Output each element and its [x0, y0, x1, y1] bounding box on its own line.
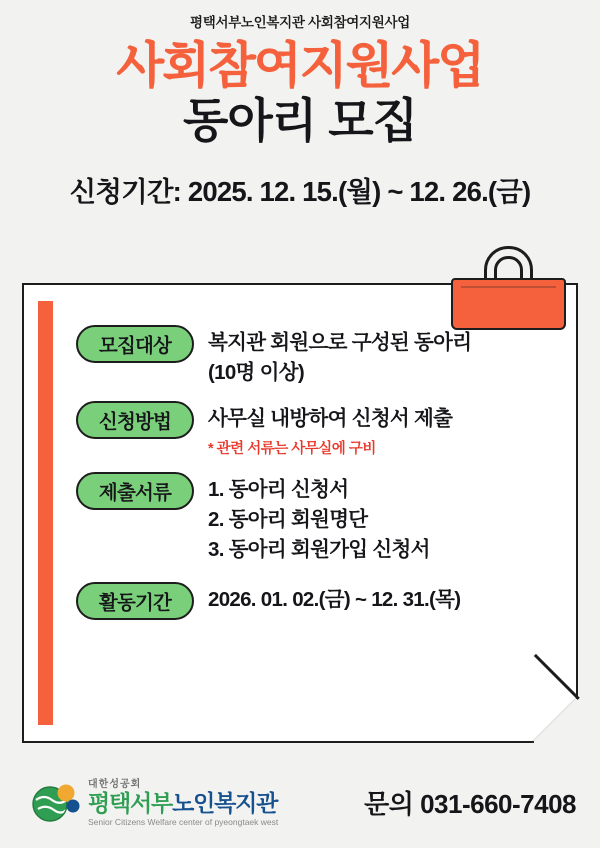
page-title: 사회참여지원사업	[116, 39, 484, 93]
folded-corner-line	[534, 653, 580, 699]
row-content	[208, 582, 556, 615]
logo-main-green: 평택서부	[88, 789, 173, 816]
welfare-center-logo-icon	[30, 780, 82, 826]
row-line: 2026. 01. 02.(금) ~ 12. 31.(목)	[208, 588, 461, 612]
row-line: 복지관 회원으로 구성된 동아리	[208, 331, 472, 354]
row-line: 2. 동아리 회원명단	[208, 507, 368, 531]
logo-small-text: 대한성공회	[88, 778, 142, 790]
logo-main-text	[88, 789, 278, 816]
application-period: 신청기간: 2025. 12. 15.(월) ~ 12. 26.(금)	[69, 176, 531, 208]
info-row	[76, 401, 556, 458]
card-accent-bar	[38, 301, 53, 725]
logo-wordmark	[88, 780, 278, 827]
info-card	[22, 283, 578, 743]
row-line: 1. 동아리 신청서	[208, 478, 349, 502]
row-tag-documents: 제출서류	[76, 472, 194, 510]
logo-english-text: Senior Citizens Welfare center of pyeongtaek west	[88, 816, 279, 827]
info-row	[76, 325, 556, 387]
row-content	[208, 401, 556, 458]
row-tag-target: 모집대상	[76, 325, 194, 363]
row-tag-duration: 활동기간	[76, 582, 194, 620]
info-row	[76, 472, 556, 564]
row-tag-method: 신청방법	[76, 401, 194, 439]
footer	[0, 780, 600, 827]
info-card-body	[22, 283, 578, 743]
logo-main-blue: 노인복지관	[172, 789, 278, 816]
row-line: 사무실 내방하여 신청서 제출	[208, 407, 453, 431]
row-content	[208, 325, 556, 387]
row-line: 3. 동아리 회원가입 신청서	[208, 537, 430, 561]
row-content	[208, 472, 556, 564]
clip-body	[451, 278, 566, 330]
contact-phone: 문의 031-660-7408	[364, 789, 576, 820]
info-rows	[76, 325, 556, 634]
row-note: * 관련 서류는 사무실에 구비	[208, 441, 376, 458]
binder-clip-icon	[451, 248, 566, 334]
info-row	[76, 582, 556, 620]
page-subtitle: 동아리 모집	[182, 94, 418, 148]
row-line: (10명 이상)	[208, 360, 304, 384]
organization-line: 평택서부노인복지관 사회참여지원사업	[189, 15, 411, 30]
